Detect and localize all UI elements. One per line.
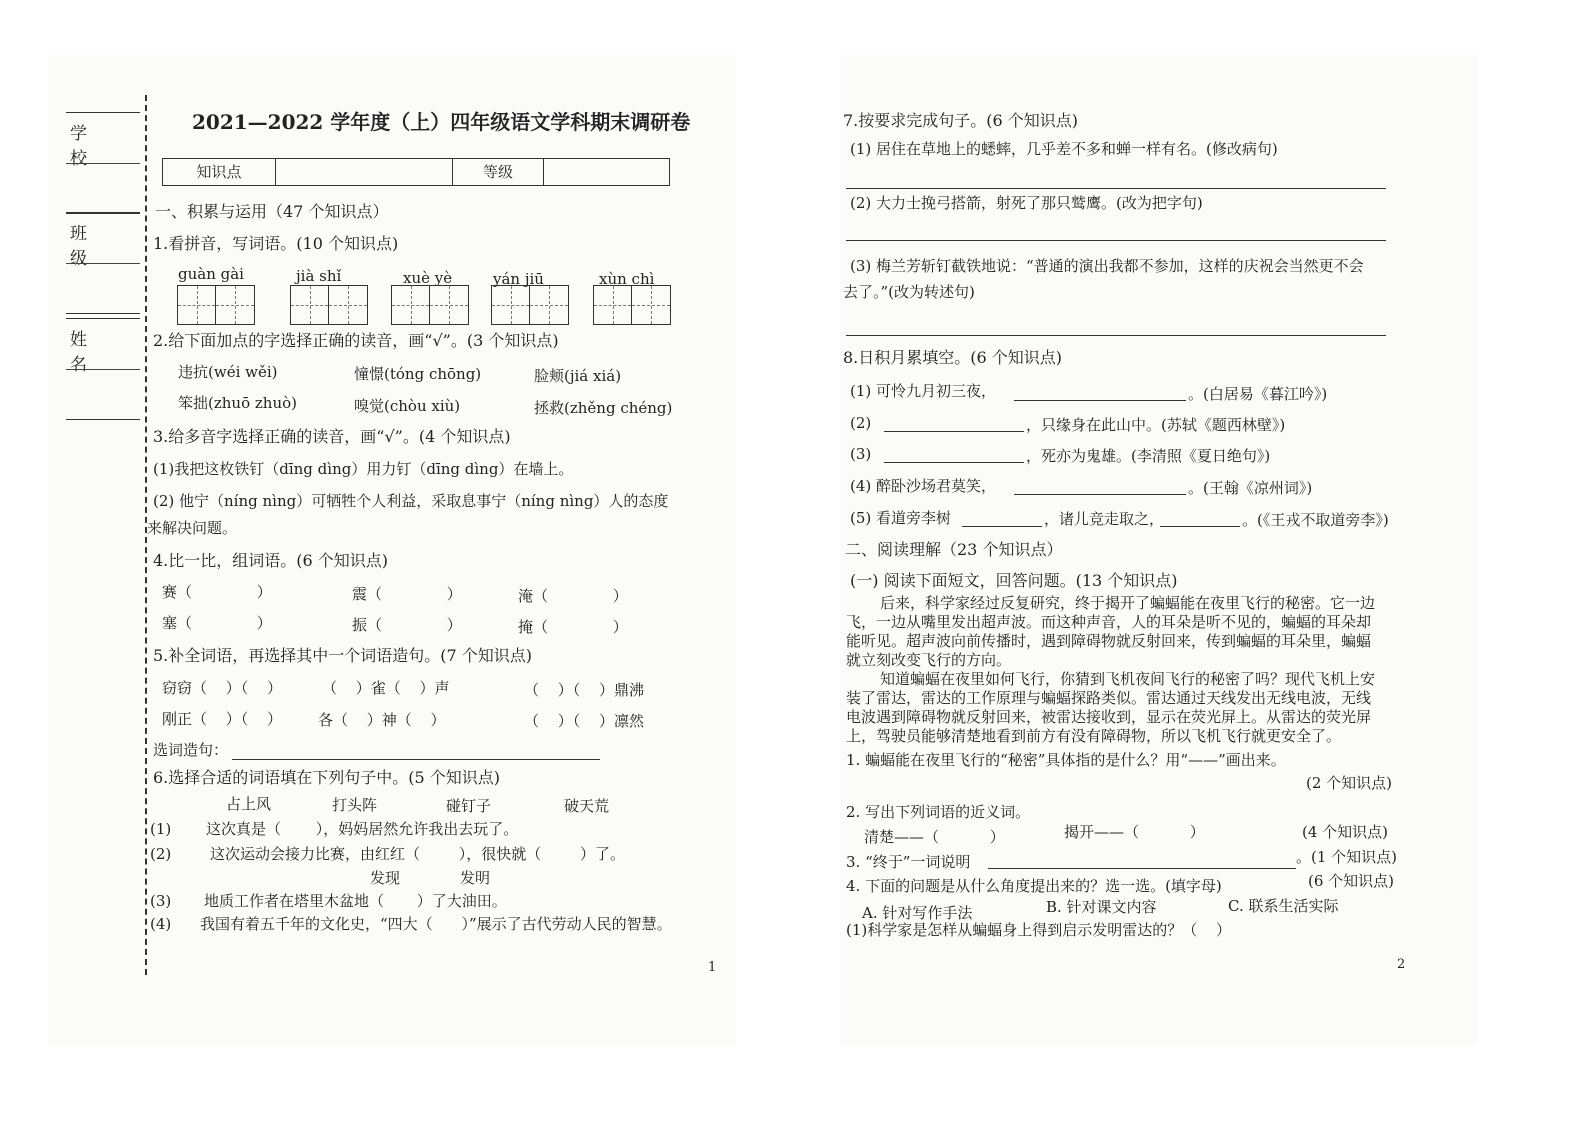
q8-heading: 8.日积月累填空。(6 个知识点)	[843, 348, 1063, 367]
q8-2-blank[interactable]	[884, 431, 1024, 432]
q5-row2-item-2[interactable]: 各（ ）神（ ）	[318, 711, 446, 729]
q7-heading: 7.按要求完成句子。(6 个知识点)	[843, 111, 1079, 130]
q4-item-3[interactable]: 淹（ ）	[518, 587, 628, 605]
school-box	[66, 112, 140, 214]
page-title: 2021—2022 学年度（上）四年级语文学科期末调研卷	[192, 110, 691, 134]
writing-grid-4[interactable]	[491, 285, 569, 325]
q7-item-3-answer-line[interactable]	[846, 335, 1386, 336]
q5-row1-item-2[interactable]: （ ）雀（ ）声	[322, 679, 450, 697]
q2-item-2[interactable]: 憧憬(tóng chōng)	[354, 365, 482, 383]
q6-word-5: 发现	[370, 869, 401, 887]
q6-sentence-3: (3) 地质工作者在塔里木盆地（ ）了大油田。	[150, 892, 507, 910]
q3-line-1: (1)我把这枚铁钉（dīng dìng）用力钉（dīng dìng）在墙上。	[153, 460, 574, 478]
reading-q4-option-a: A. 针对写作手法	[862, 904, 973, 922]
reading-q3-prefix: 3. “终于”一词说明	[846, 853, 971, 871]
q5-heading: 5.补全词语，再选择其中一个词语造句。(7 个知识点)	[153, 646, 533, 665]
q5-row2-item-1[interactable]: 刚正（ ）（ ）	[162, 710, 283, 728]
para-2-line-3: 电波遇到障碍物就反射回来，被雷达接收到，显示在荧光屏上。从雷达的荧光屏	[846, 708, 1372, 726]
q6-heading: 6.选择合适的词语填在下列句子中。(5 个知识点)	[153, 768, 501, 787]
reading-q3-suffix: 。(1 个知识点)	[1296, 848, 1398, 866]
q8-5-middle: ，诸儿竞走取之，	[1044, 510, 1165, 528]
q2-item-5[interactable]: 嗅觉(chòu xiù)	[354, 397, 461, 415]
reading-q2: 2. 写出下列词语的近义词。	[846, 803, 1031, 821]
writing-grid-2[interactable]	[290, 285, 368, 325]
para-1-line-3: 能听见。超声波向前传播时，遇到障碍物就反射回来，传到蝙蝠的耳朵里，蝙蝠	[846, 632, 1372, 650]
section-2-heading: 二、阅读理解（23 个知识点）	[845, 540, 1063, 559]
q5-row2-item-3[interactable]: （ ）（ ）凛然	[524, 712, 645, 730]
q7-item-1: (1) 居住在草地上的蟋蟀，几乎差不多和蝉一样有名。(修改病句)	[850, 140, 1278, 158]
q7-item-3-line-2: 去了。”(改为转述句)	[843, 283, 975, 301]
q5-row1-item-1[interactable]: 窃窃（ ）（ ）	[162, 679, 283, 697]
q2-heading: 2.给下面加点的字选择正确的读音，画“√”。(3 个知识点)	[153, 331, 559, 350]
q7-item-2-answer-line[interactable]	[846, 240, 1386, 241]
q6-word-2: 打头阵	[332, 796, 378, 814]
q5-sentence-label: 选词造句：	[153, 741, 229, 759]
q6-sentence-2: (2) 这次运动会接力比赛，由红红（ ），很快就（ ）了。	[150, 845, 626, 863]
name-box	[66, 318, 140, 420]
q4-item-1[interactable]: 赛（ ）	[162, 583, 272, 601]
q8-2-suffix: ，只缘身在此山中。(苏轼《题西林壁》)	[1026, 416, 1286, 434]
q2-item-4[interactable]: 笨拙(zhuō zhuò)	[178, 394, 297, 412]
q8-5-prefix: (5) 看道旁李树	[850, 509, 952, 527]
reading-q4-option-c: C. 联系生活实际	[1228, 897, 1339, 915]
q8-1-suffix: 。(白居易《暮江吟》)	[1188, 385, 1328, 403]
q8-4-prefix: (4) 醉卧沙场君莫笑，	[850, 477, 997, 495]
q8-4-blank[interactable]	[1014, 494, 1186, 495]
q4-item-5[interactable]: 振（ ）	[352, 616, 462, 634]
q5-row1-item-3[interactable]: （ ）（ ）鼎沸	[524, 681, 645, 699]
q5-sentence-answer-line[interactable]	[232, 759, 600, 760]
reading-q2-item-2[interactable]: 揭开——（ ）	[1064, 823, 1205, 841]
para-2-line-2: 装了雷达，雷达的工作原理与蝙蝠探路类似。雷达通过天线发出无线电波，无线	[846, 689, 1372, 707]
reading-1-heading: (一) 阅读下面短文，回答问题。(13 个知识点)	[850, 571, 1178, 590]
grade-table-knowledge-cell[interactable]	[276, 159, 453, 185]
q4-item-6[interactable]: 掩（ ）	[518, 618, 628, 636]
q6-word-6: 发明	[460, 869, 491, 887]
para-2-line-1: 知道蝙蝠在夜里如何飞行，你猜到飞机夜间飞行的秘密了吗？现代飞机上安	[880, 670, 1376, 688]
q8-2-prefix: (2)	[850, 414, 872, 432]
pinyin-4: yán jiū	[493, 270, 544, 288]
name-label: 姓 名	[70, 330, 101, 375]
reading-q4-option-b: B. 针对课文内容	[1046, 898, 1157, 916]
q4-item-4[interactable]: 塞（ ）	[162, 614, 272, 632]
q7-item-2: (2) 大力士挽弓搭箭，射死了那只鹫鹰。(改为把字句)	[850, 194, 1203, 212]
q7-item-3-line-1: (3) 梅兰芳斩钉截铁地说：“普通的演出我都不参加，这样的庆祝会当然更不会	[850, 257, 1364, 275]
pinyin-1: guàn gài	[178, 265, 244, 283]
q2-item-6[interactable]: 拯救(zhěng chéng)	[534, 399, 673, 417]
q6-sentence-1: (1) 这次真是（ ），妈妈居然允许我出去玩了。	[150, 820, 519, 838]
pinyin-3: xuè yè	[403, 269, 453, 287]
reading-q2-item-1[interactable]: 清楚——（ ）	[864, 828, 1005, 846]
q6-word-1: 占上风	[226, 795, 272, 813]
class-box	[66, 212, 140, 314]
reading-q4-points: (6 个知识点)	[1308, 872, 1395, 890]
q1-heading: 1.看拼音，写词语。(10 个知识点)	[153, 234, 399, 253]
q8-5-suffix: 。(《王戎不取道旁李》)	[1242, 511, 1389, 529]
grade-table-grade-cell[interactable]	[544, 159, 668, 185]
reading-q1-points: (2 个知识点)	[1306, 774, 1393, 792]
para-1-line-2: 飞，一边从嘴里发出超声波。而这种声音，人的耳朵是听不见的，蝙蝠的耳朵却	[846, 613, 1372, 631]
para-1-line-4: 就立刻改变飞行的方向。	[846, 651, 1012, 669]
school-label: 学 校	[70, 124, 101, 169]
q2-item-3[interactable]: 脸颊(jiá xiá)	[534, 367, 622, 385]
para-2-line-4: 上，驾驶员能够清楚地看到前方有没有障碍物，所以飞机飞行就更安全了。	[846, 727, 1342, 745]
grade-table-knowledge-label: 知识点	[163, 159, 276, 185]
q6-word-4: 破天荒	[564, 797, 610, 815]
writing-grid-1[interactable]	[177, 285, 255, 325]
grade-table-grade-label: 等级	[453, 159, 544, 185]
q6-word-3: 碰钉子	[446, 797, 492, 815]
q8-5-blank-1[interactable]	[962, 526, 1042, 527]
q3-heading: 3.给多音字选择正确的读音，画“√”。(4 个知识点)	[153, 427, 511, 446]
q8-3-prefix: (3)	[850, 445, 872, 463]
page-number-2: 2	[1397, 957, 1406, 972]
writing-grid-3[interactable]	[391, 285, 469, 325]
section-1-heading: 一、积累与运用（47 个知识点）	[155, 202, 389, 221]
q8-5-blank-2[interactable]	[1160, 526, 1240, 527]
reading-q1: 1. 蝙蝠能在夜里飞行的“秘密”具体指的是什么？用“——”画出来。	[846, 751, 1286, 769]
reading-q4-item-1[interactable]: (1)科学家是怎样从蝙蝠身上得到启示发明雷达的？（ ）	[846, 921, 1232, 939]
grade-table	[162, 158, 670, 186]
page-number-1: 1	[708, 960, 717, 975]
q3-line-3: 来解决问题。	[147, 519, 238, 537]
q8-3-suffix: ，死亦为鬼雄。(李清照《夏日绝句》)	[1026, 447, 1271, 465]
q4-heading: 4.比一比，组词语。(6 个知识点)	[153, 551, 389, 570]
pinyin-5: xùn chì	[599, 270, 655, 288]
para-1-line-1: 后来，科学家经过反复研究，终于揭开了蝙蝠能在夜里飞行的秘密。它一边	[880, 594, 1376, 612]
q8-1-blank[interactable]	[1014, 400, 1186, 401]
reading-q3-blank[interactable]	[988, 868, 1296, 869]
q8-4-suffix: 。(王翰《凉州词》)	[1188, 479, 1313, 497]
pinyin-2: jià shǐ	[296, 267, 342, 285]
q7-item-1-answer-line[interactable]	[846, 188, 1386, 189]
class-label: 班 级	[70, 224, 101, 269]
q3-line-2: (2) 他宁（níng nìng）可牺牲个人利益，采取息事宁（níng nìng）人的态度	[153, 492, 669, 510]
reading-q4: 4. 下面的问题是从什么角度提出来的？选一选。(填字母)	[846, 877, 1222, 895]
q4-item-2[interactable]: 震（ ）	[352, 585, 462, 603]
writing-grid-5[interactable]	[593, 285, 671, 325]
q8-1-prefix: (1) 可怜九月初三夜，	[850, 382, 997, 400]
q6-sentence-4: (4) 我国有着五千年的文化史，“四大（ ）”展示了古代劳动人民的智慧。	[150, 915, 672, 933]
q2-item-1[interactable]: 违抗(wéi wěi)	[178, 363, 278, 381]
reading-q2-points: (4 个知识点)	[1302, 823, 1389, 841]
q8-3-blank[interactable]	[884, 462, 1024, 463]
